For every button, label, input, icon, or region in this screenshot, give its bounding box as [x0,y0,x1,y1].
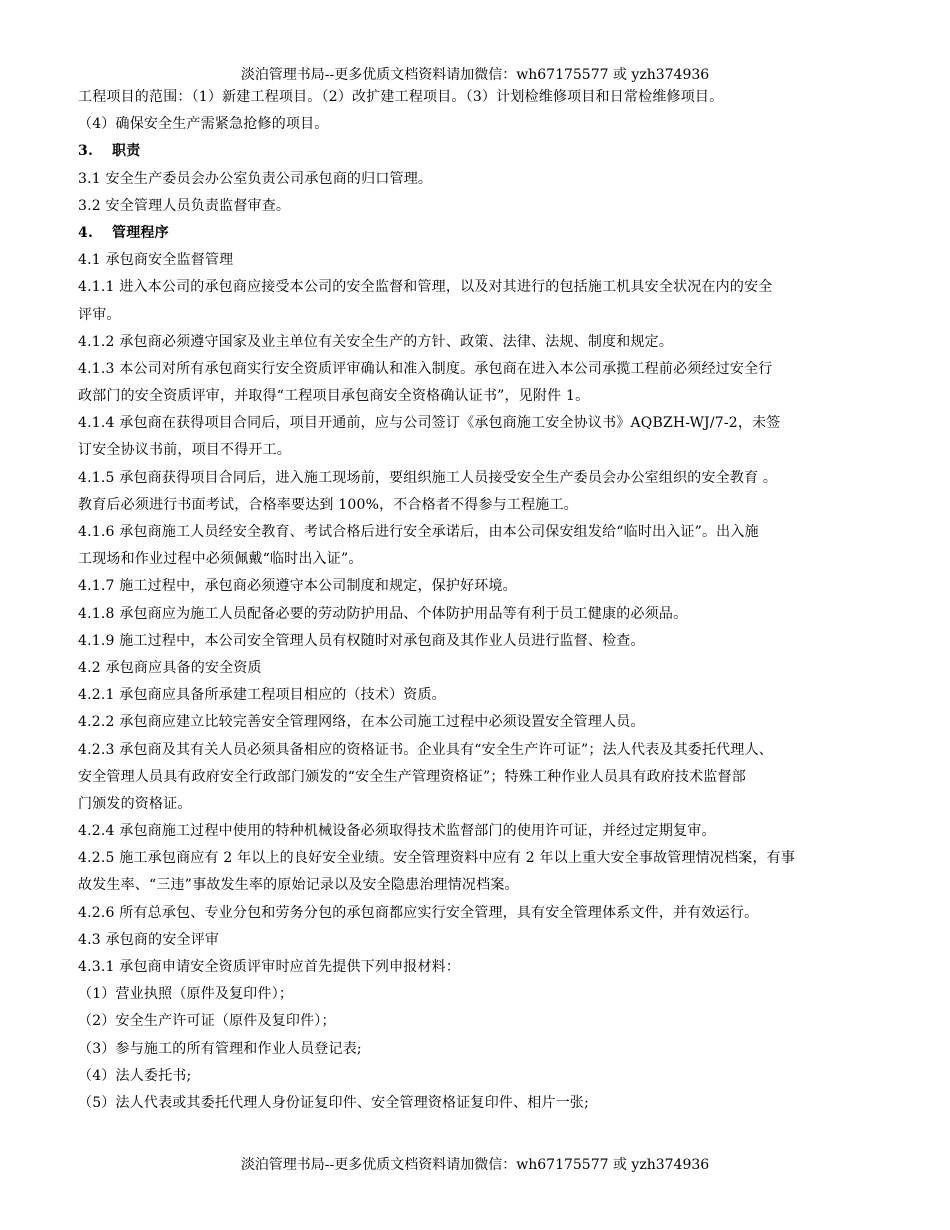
text-line: 订安全协议书前，项目不得开工。 [78,442,291,459]
section-title: 管理程序 [112,224,169,241]
page-header: 淡泊管理书局--更多优质文档资料请加微信：wh67175577 或 yzh374936 [240,67,710,83]
text-line: 工现场和作业过程中必须佩戴“临时出入证”。 [78,551,363,568]
text-line: 4.1.3 本公司对所有承包商实行安全资质评审确认和准入制度。承包商在进入本公司承揽工程前必须经过安全行 [78,360,773,377]
text-line: 4.2.2 承包商应建立比较完善安全管理网络，在本公司施工过程中必须设置安全管理人员。 [78,714,645,731]
text-line: 4.1.7 施工过程中，承包商必须遵守本公司制度和规定，保护好环境。 [78,578,517,595]
subsection-heading: 4.3 承包商的安全评审 [78,931,220,948]
text-line: 4.2.6 所有总承包、专业分包和劳务分包的承包商都应实行安全管理，具有安全管理体系文件，并有效运行。 [78,904,759,921]
text-line: 政部门的安全资质评审，并取得“工程项目承包商安全资格确认证书”，见附件 1。 [78,388,590,405]
text-line: 3.2 安全管理人员负责监督审查。 [78,197,291,214]
list-item: （5）法人代表或其委托代理人身份证复印件、安全管理资格证复印件、相片一张; [78,1094,590,1111]
page-footer: 淡泊管理书局--更多优质文档资料请加微信：wh67175577 或 yzh374936 [240,1157,710,1173]
document-body [78,84,878,1117]
section-heading-4 [78,220,878,247]
list-item: （2）安全生产许可证（原件及复印件）； [78,1013,336,1030]
list-item: （4）法人委托书; [78,1067,192,1084]
text-line: 故发生率、“三违”事故发生率的原始记录以及安全隐患治理情况档案。 [78,877,519,894]
section-heading-3 [78,138,878,165]
text-line: 4.1.8 承包商应为施工人员配备必要的劳动防护用品、个体防护用品等有利于员工健康的必须品。 [78,605,688,622]
text-line: 4.1.4 承包商在获得项目合同后，项目开通前，应与公司签订《承包商施工安全协议书》AQBZH-WJ/7-2，未签 [78,415,781,432]
text-line: 4.1.9 施工过程中，本公司安全管理人员有权随时对承包商及其作业人员进行监督、检查。 [78,632,645,649]
section-number: 3. [78,143,94,160]
text-line: 4.1.2 承包商必须遵守国家及业主单位有关安全生产的方针、政策、法律、法规、制度和规定。 [78,333,674,350]
section-title: 职责 [112,143,141,160]
text-line: 门颁发的资格证。 [78,795,192,812]
text-line: 安全管理人员具有政府安全行政部门颁发的“安全生产管理资格证”；特殊工种作业人员具有政府技术监督部 [78,768,746,785]
text-line: 4.3.1 承包商申请安全资质评审时应首先提供下列申报材料： [78,959,461,975]
list-item: （1）营业执照（原件及复印件）； [78,986,294,1003]
text-line: （4）确保安全生产需紧急抢修的项目。 [78,116,329,133]
text-line: 工程项目的范围：（1）新建工程项目。（2）改扩建工程项目。（3）计划检维修项目和日常检维修项目。 [78,89,724,105]
text-line: 评审。 [78,306,121,323]
text-line: 4.1.6 承包商施工人员经安全教育、考试合格后进行安全承诺后，由本公司保安组发给“临时出入证”。出入施 [78,524,759,540]
text-line: 3.1 安全生产委员会办公室负责公司承包商的归口管理。 [78,170,433,187]
text-line: 4.2.3 承包商及其有关人员必须具备相应的资格证书。企业具有“安全生产许可证”；法人代表及其委托代理人、 [78,741,773,758]
text-line: 4.2.1 承包商应具备所承建工程项目相应的（技术）资质。 [78,687,446,704]
section-number: 4. [78,224,94,241]
text-line: 4.2.4 承包商施工过程中使用的特种机械设备必须取得技术监督部门的使用许可证，并经过定期复审。 [78,823,716,840]
subsection-heading: 4.2 承包商应具备的安全资质 [78,659,262,676]
text-line: 4.1.1 进入本公司的承包商应接受本公司的安全监督和管理，以及对其进行的包括施工机具安全状况在内的安全 [78,279,773,296]
list-item: （3）参与施工的所有管理和作业人员登记表; [78,1040,362,1057]
text-line: 4.2.5 施工承包商应有 2 年以上的良好安全业绩。安全管理资料中应有 2 年以上重大安全事故管理情况档案，有事 [78,850,796,867]
text-line: 4.1.5 承包商获得项目合同后，进入施工现场前，要组织施工人员接受安全生产委员会办公室组织的安全教育 。 [78,469,778,486]
text-line: 教育后必须进行书面考试，合格率要达到 100%，不合格者不得参与工程施工。 [78,496,578,513]
subsection-heading: 4.1 承包商安全监督管理 [78,252,234,269]
